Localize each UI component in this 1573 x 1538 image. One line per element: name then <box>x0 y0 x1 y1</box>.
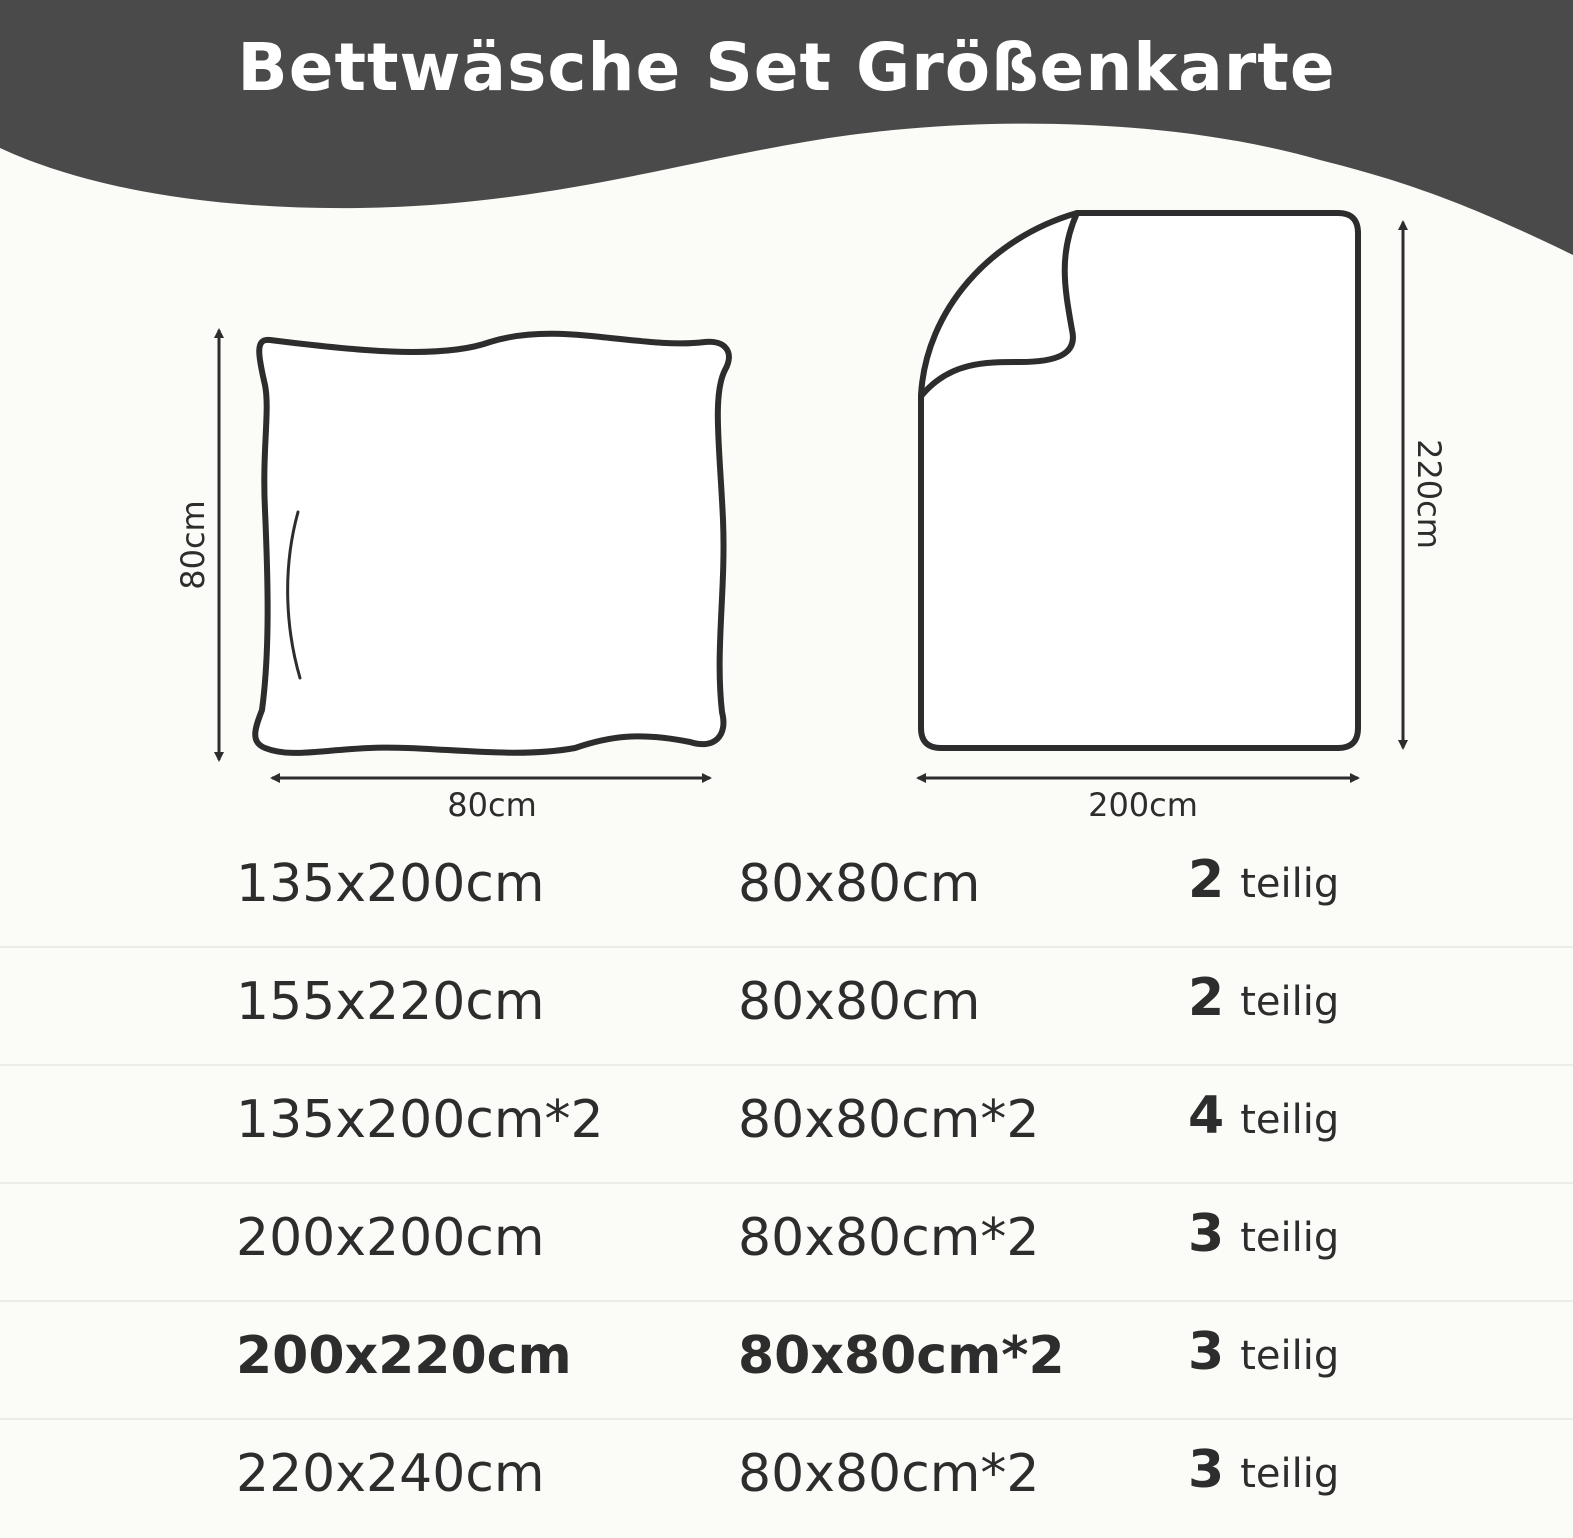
table-row <box>0 1302 1573 1420</box>
page-title: Bettwäsche Set Größenkarte <box>237 29 1336 106</box>
pillow-width-label: 80cm <box>447 786 537 824</box>
piece-count <box>1188 850 1339 914</box>
piece-count-number: 2 <box>1188 850 1225 910</box>
piece-count-unit: teilig <box>1240 979 1340 1025</box>
table-row <box>0 1066 1573 1184</box>
piece-count-unit: teilig <box>1240 1097 1340 1143</box>
pillow-size: 80x80cm <box>738 972 981 1032</box>
pillow-size: 80x80cm*2 <box>738 1326 1065 1386</box>
piece-count-number: 2 <box>1188 968 1225 1028</box>
piece-count <box>1188 1440 1339 1504</box>
duvet-size: 200x220cm <box>236 1326 572 1386</box>
piece-count-unit: teilig <box>1240 861 1340 907</box>
duvet-shape <box>921 213 1358 748</box>
table-row <box>0 830 1573 948</box>
table-row <box>0 1184 1573 1302</box>
duvet-size: 200x200cm <box>236 1208 545 1268</box>
piece-count-unit: teilig <box>1240 1215 1340 1261</box>
pillow-size: 80x80cm*2 <box>738 1208 1040 1268</box>
pillow-size: 80x80cm*2 <box>738 1444 1040 1504</box>
piece-count <box>1188 968 1339 1032</box>
size-table <box>0 830 1573 1538</box>
duvet-height-label: 220cm <box>1410 439 1448 549</box>
duvet-size: 220x240cm <box>236 1444 545 1504</box>
piece-count-number: 3 <box>1188 1204 1225 1264</box>
piece-count <box>1188 1322 1339 1386</box>
pillow-size: 80x80cm <box>738 854 981 914</box>
piece-count-unit: teilig <box>1240 1333 1340 1379</box>
duvet-size: 155x220cm <box>236 972 545 1032</box>
piece-count-number: 3 <box>1188 1322 1225 1382</box>
duvet-size: 135x200cm <box>236 854 545 914</box>
pillow-size: 80x80cm*2 <box>738 1090 1040 1150</box>
pillow-height-label: 80cm <box>174 500 212 590</box>
table-row <box>0 948 1573 1066</box>
table-row <box>0 1420 1573 1538</box>
piece-count-unit: teilig <box>1240 1451 1340 1497</box>
duvet-size: 135x200cm*2 <box>236 1090 604 1150</box>
pillow-shape <box>255 334 729 753</box>
piece-count <box>1188 1086 1339 1150</box>
piece-count-number: 3 <box>1188 1440 1225 1500</box>
piece-count <box>1188 1204 1339 1268</box>
piece-count-number: 4 <box>1188 1086 1225 1146</box>
duvet-width-label: 200cm <box>1088 786 1198 824</box>
